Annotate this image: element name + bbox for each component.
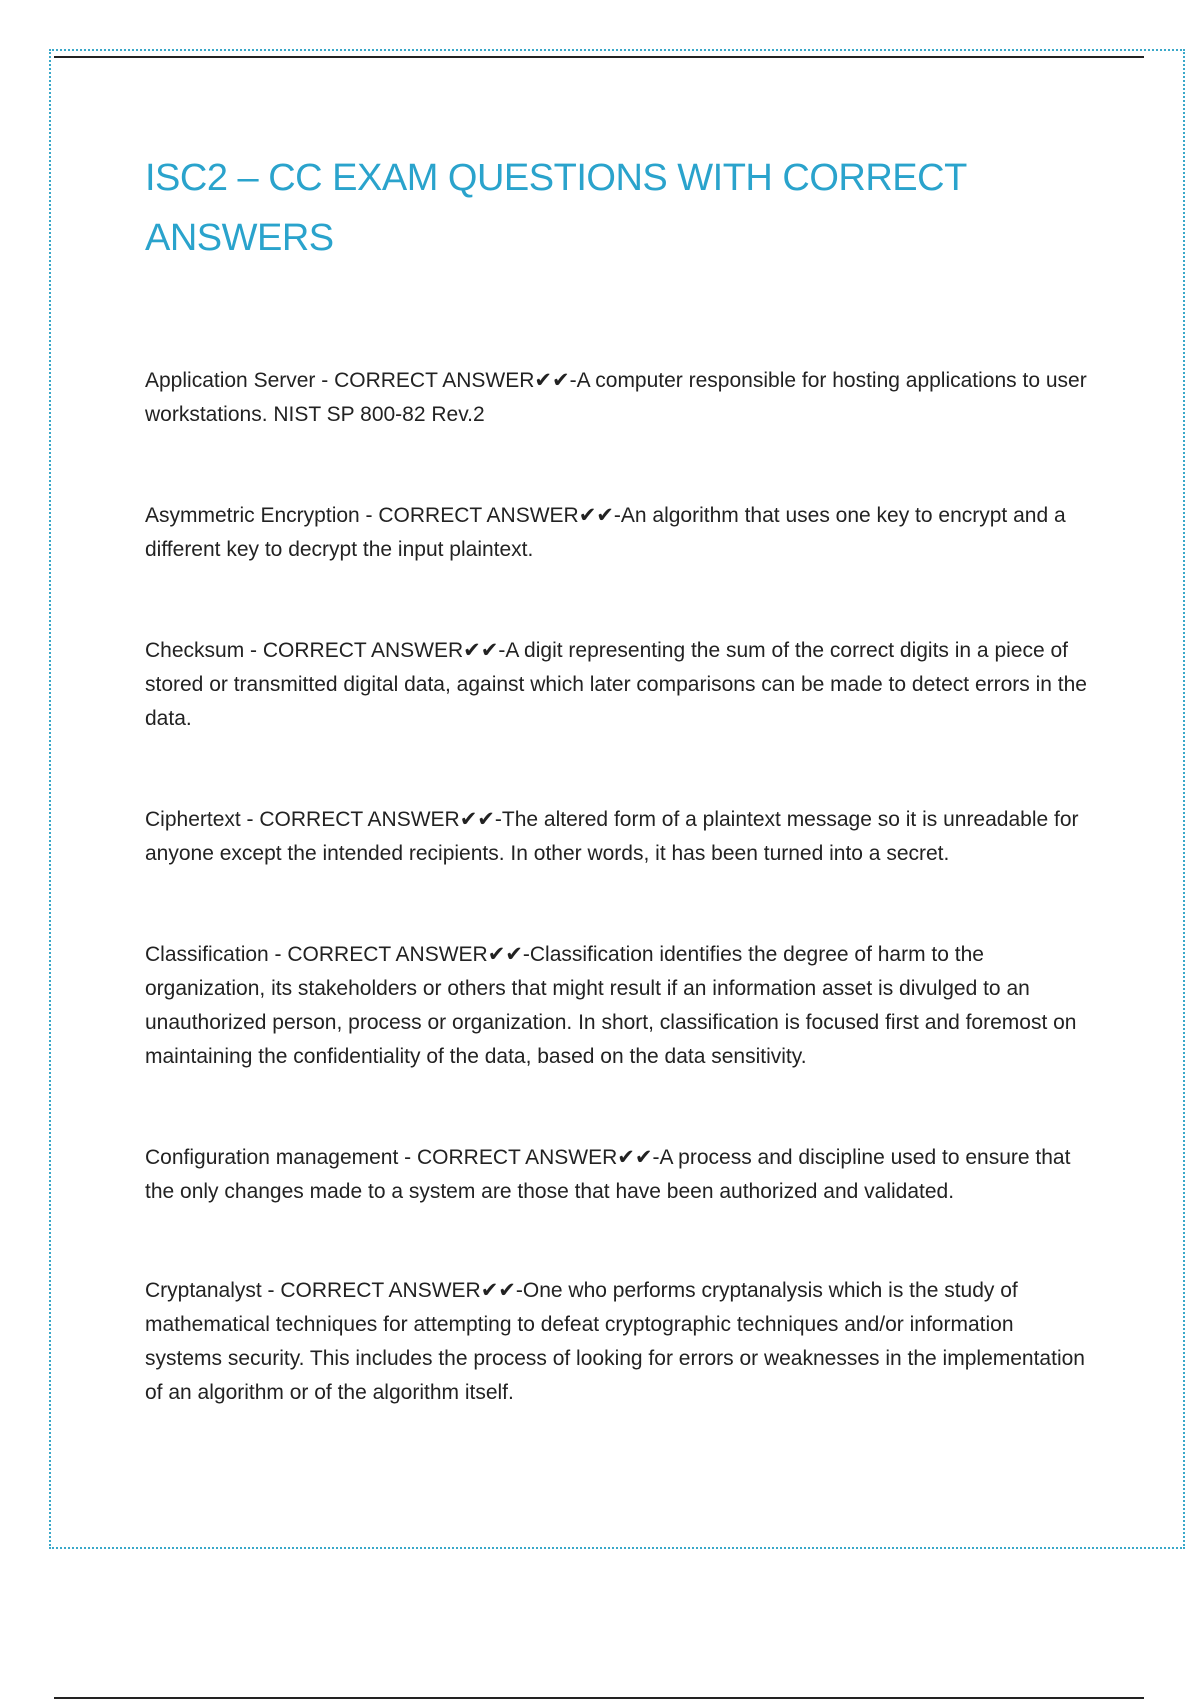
glossary-entry: Cryptanalyst - CORRECT ANSWER✔✔-One who performs cryptanalysis which is the study of mathematical techniques for attempting to defeat cryptographic techniques and/or information systems security. This includes the process of looking for errors or weaknesses in the implementation of an algorithm or of the algorithm itself. — [145, 1279, 1085, 1404]
document-title: ISC2 – CC EXAM QUESTIONS WITH CORRECT ANSWERS — [145, 157, 967, 259]
entry-term: Classification — [145, 943, 269, 966]
glossary-entry: Asymmetric Encryption - CORRECT ANSWER✔✔-An algorithm that uses one key to encrypt and a different key to decrypt the input plaintext. — [145, 504, 1066, 561]
answer-marker: CORRECT ANSWER✔✔- — [259, 808, 502, 831]
glossary-entry: Ciphertext - CORRECT ANSWER✔✔-The altered form of a plaintext message so it is unreadable for anyone except the intended recipients. In other words, it has been turned into a secret. — [145, 808, 1079, 865]
answer-marker: CORRECT ANSWER✔✔- — [378, 504, 621, 527]
entry-definition: Classification identifies the degree of harm to the organization, its stakeholders or others that might result if an information asset is divulged to an unauthorized person, process or organization. In short, classification is focused first and foremost on maintaining the confidentiality of the data, based on the data sensitivity. — [145, 943, 1077, 1068]
entry-definition: An algorithm that uses one key to encrypt and a different key to decrypt the input plaintext. — [145, 504, 1066, 561]
glossary-entry: Application Server - CORRECT ANSWER✔✔-A computer responsible for hosting applications to user workstations. NIST SP 800-82 Rev.2 — [145, 369, 1087, 426]
entry-term: Configuration management — [145, 1146, 399, 1169]
glossary-entry: Classification - CORRECT ANSWER✔✔-Classification identifies the degree of harm to the organization, its stakeholders or others that might result if an information asset is divulged to an unauthorized person, process or organization. In short, classification is focused first and foremost on maintaining the confidentiality of the data, based on the data sensitivity. — [145, 943, 1077, 1068]
answer-marker: CORRECT ANSWER✔✔- — [262, 639, 506, 662]
entry-definition: The altered form of a plaintext message so it is unreadable for anyone except the intended recipients. In other words, it has been turned into a secret. — [145, 808, 1079, 865]
glossary-entry: Configuration management - CORRECT ANSWER✔✔-A process and discipline used to ensure that the only changes made to a system are those that have been authorized and validated. — [145, 1146, 1071, 1203]
entry-definition: A process and discipline used to ensure that the only changes made to a system are those that have been authorized and validated. — [145, 1146, 1071, 1203]
entry-term: Application Server — [145, 369, 316, 392]
entry-definition: A digit representing the sum of the correct digits in a piece of stored or transmitted digital data, against which later comparisons can be made to detect errors in the data. — [145, 639, 1087, 730]
entry-definition: One who performs cryptanalysis which is the study of mathematical techniques for attempting to defeat cryptographic techniques and/or information systems security. This includes the process of looking for errors or weaknesses in the implementation of an algorithm or of the algorithm itself. — [145, 1279, 1085, 1404]
answer-marker: CORRECT ANSWER✔✔- — [334, 369, 577, 392]
entry-term: Asymmetric Encryption — [145, 504, 360, 527]
glossary-entry: Checksum - CORRECT ANSWER✔✔-A digit representing the sum of the correct digits in a piece of stored or transmitted digital data, against which later comparisons can be made to detect errors in the data. — [145, 639, 1087, 730]
glossary-entries — [145, 364, 1095, 1477]
footer-rule — [54, 1697, 1144, 1699]
answer-marker: CORRECT ANSWER✔✔- — [417, 1146, 660, 1169]
answer-marker: CORRECT ANSWER✔✔- — [287, 943, 530, 966]
entry-term: Checksum — [145, 639, 245, 662]
entry-term: Ciphertext — [145, 808, 241, 831]
entry-definition: A computer responsible for hosting applications to user workstations. NIST SP 800-82 Rev.2 — [145, 369, 1087, 426]
answer-marker: CORRECT ANSWER✔✔- — [280, 1279, 523, 1302]
entry-term: Cryptanalyst — [145, 1279, 262, 1302]
